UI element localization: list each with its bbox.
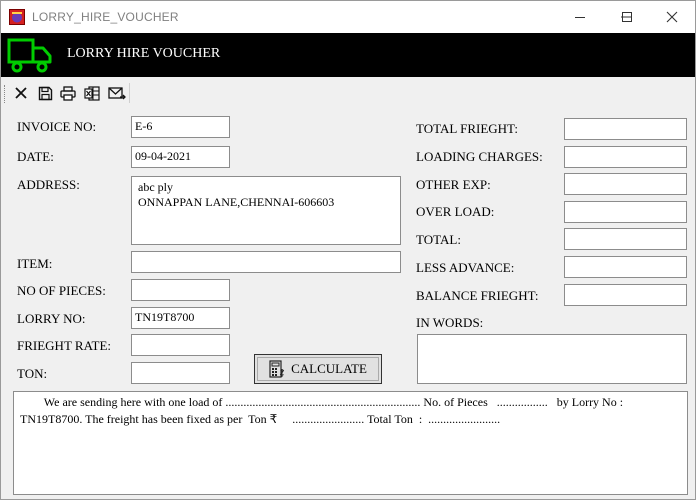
toolbar-separator (129, 83, 130, 103)
maximize-button[interactable] (604, 1, 650, 33)
calculator-icon (269, 360, 285, 378)
no-of-pieces-field[interactable] (131, 279, 230, 301)
over-load-label: OVER LOAD: (416, 204, 495, 219)
print-icon (60, 86, 76, 101)
calculate-button[interactable] (254, 354, 382, 384)
total-label: TOTAL: (416, 232, 461, 247)
close-tool-button[interactable] (11, 84, 31, 102)
item-field[interactable] (131, 251, 401, 273)
voucher-text-area[interactable] (13, 391, 688, 495)
loading-charges-label: LOADING CHARGES: (416, 149, 543, 164)
excel-export-tool-button[interactable] (82, 84, 102, 102)
in-words-field[interactable] (417, 334, 687, 384)
loading-charges-field[interactable] (564, 146, 687, 168)
banner-title: LORRY HIRE VOUCHER (67, 46, 221, 61)
minimize-window-button[interactable] (557, 1, 603, 33)
window-title: LORRY_HIRE_VOUCHER (32, 10, 179, 24)
other-exp-label: OTHER EXP: (416, 177, 491, 192)
total-field[interactable] (564, 228, 687, 250)
maximize-icon (621, 11, 633, 23)
app-icon (9, 9, 25, 25)
toolbar (1, 81, 131, 105)
less-advance-label: LESS ADVANCE: (416, 260, 515, 275)
ton-label: TON: (17, 366, 48, 381)
save-icon (38, 86, 53, 101)
lorry-no-field[interactable]: TN19T8700 (131, 307, 230, 329)
print-tool-button[interactable] (58, 84, 78, 102)
invoice-no-field[interactable]: E-6 (131, 116, 230, 138)
total-frieght-field[interactable] (564, 118, 687, 140)
header-banner (1, 33, 695, 77)
in-words-label: IN WORDS: (416, 315, 484, 330)
frieght-rate-field[interactable] (131, 334, 230, 356)
memo-line-2: TN19T8700. The freight has been fixed as per Ton ₹ ........................ Total Ton : ........................ (20, 412, 501, 426)
balance-frieght-field[interactable] (564, 284, 687, 306)
no-of-pieces-label: NO OF PIECES: (17, 283, 106, 298)
minimize-icon (574, 11, 586, 23)
email-tool-button[interactable] (107, 84, 127, 102)
over-load-field[interactable] (564, 201, 687, 223)
item-label: ITEM: (17, 256, 53, 271)
date-field[interactable]: 09-04-2021 (131, 146, 230, 168)
frieght-rate-label: FRIEGHT RATE: (17, 338, 112, 353)
address-label: ADDRESS: (17, 177, 80, 192)
other-exp-field[interactable] (564, 173, 687, 195)
less-advance-field[interactable] (564, 256, 687, 278)
balance-frieght-label: BALANCE FRIEGHT: (416, 288, 539, 303)
calculate-button-label: CALCULATE (291, 361, 367, 376)
save-tool-button[interactable] (35, 84, 55, 102)
lorry-no-label: LORRY NO: (17, 311, 86, 326)
close-icon (14, 86, 28, 100)
invoice-no-label: INVOICE NO: (17, 119, 97, 134)
address-field[interactable]: abc ply ONNAPPAN LANE,CHENNAI-606603 (131, 176, 401, 245)
ton-field[interactable] (131, 362, 230, 384)
close-window-button[interactable] (649, 1, 695, 33)
total-frieght-label: TOTAL FRIEGHT: (416, 121, 518, 136)
close-icon (666, 11, 678, 23)
excel-export-icon (84, 86, 100, 101)
truck-icon (7, 36, 53, 74)
date-label: DATE: (17, 149, 54, 164)
toolbar-grip[interactable] (4, 85, 7, 103)
memo-line-1: We are sending here with one load of ................................................................. No. of Pieces ................. by Lorry No : (20, 395, 624, 409)
email-icon (108, 86, 126, 101)
